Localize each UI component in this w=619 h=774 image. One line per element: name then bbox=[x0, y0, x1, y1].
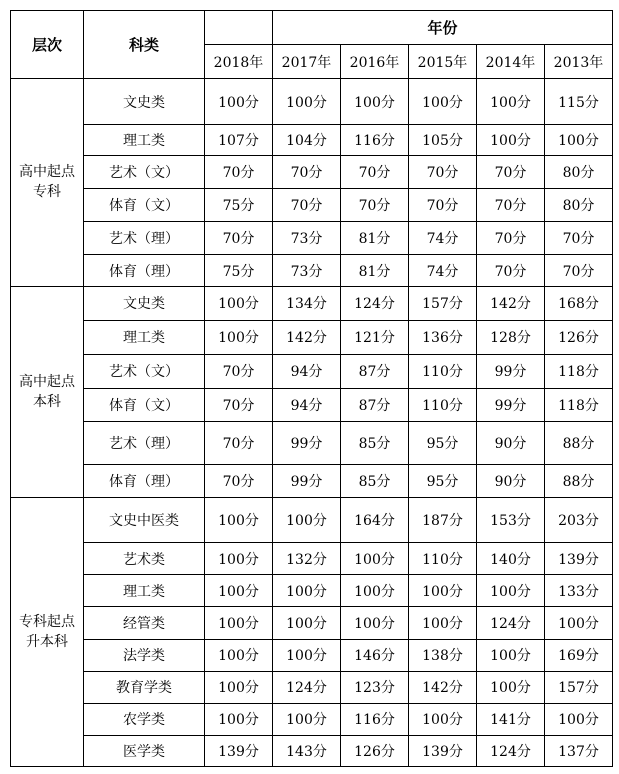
category-cell: 农学类 bbox=[84, 703, 205, 735]
score-cell: 124分 bbox=[477, 607, 545, 639]
score-cell: 142分 bbox=[409, 671, 477, 703]
score-cell: 99分 bbox=[477, 388, 545, 421]
score-cell: 100分 bbox=[477, 671, 545, 703]
category-cell: 艺术（文） bbox=[84, 156, 205, 189]
score-cell: 81分 bbox=[341, 222, 409, 255]
category-cell: 经管类 bbox=[84, 607, 205, 639]
score-cell: 107分 bbox=[205, 125, 273, 156]
year-header: 2016年 bbox=[341, 45, 409, 79]
score-cell: 142分 bbox=[477, 286, 545, 320]
table-row bbox=[11, 671, 613, 703]
table-body bbox=[11, 79, 613, 767]
category-cell: 体育（理） bbox=[84, 255, 205, 286]
score-cell: 70分 bbox=[409, 156, 477, 189]
score-cell: 70分 bbox=[477, 255, 545, 286]
score-cell: 70分 bbox=[205, 465, 273, 498]
score-cell: 100分 bbox=[205, 498, 273, 543]
score-cell: 81分 bbox=[341, 255, 409, 286]
score-cell: 157分 bbox=[545, 671, 613, 703]
score-cell: 169分 bbox=[545, 639, 613, 671]
score-cell: 121分 bbox=[341, 320, 409, 354]
table-row bbox=[11, 388, 613, 421]
year-group-header: 年份 bbox=[273, 11, 613, 45]
score-cell: 100分 bbox=[341, 79, 409, 125]
score-cell: 203分 bbox=[545, 498, 613, 543]
category-header: 科类 bbox=[84, 11, 205, 79]
table-row bbox=[11, 421, 613, 464]
score-cell: 70分 bbox=[205, 222, 273, 255]
table-row bbox=[11, 156, 613, 189]
score-cell: 124分 bbox=[273, 671, 341, 703]
score-cell: 99分 bbox=[273, 421, 341, 464]
score-cell: 70分 bbox=[409, 189, 477, 222]
score-cell: 143分 bbox=[273, 735, 341, 766]
score-cell: 100分 bbox=[341, 607, 409, 639]
category-cell: 体育（文） bbox=[84, 388, 205, 421]
level-cell bbox=[11, 498, 84, 767]
level-cell bbox=[11, 79, 84, 287]
score-cell: 133分 bbox=[545, 575, 613, 607]
score-cell: 187分 bbox=[409, 498, 477, 543]
category-cell: 艺术（理） bbox=[84, 222, 205, 255]
score-cell: 105分 bbox=[409, 125, 477, 156]
score-cell: 100分 bbox=[341, 543, 409, 575]
score-cell: 100分 bbox=[205, 671, 273, 703]
table-row bbox=[11, 735, 613, 766]
category-cell: 文史类 bbox=[84, 286, 205, 320]
score-cell: 134分 bbox=[273, 286, 341, 320]
score-cell: 124分 bbox=[477, 735, 545, 766]
category-cell: 医学类 bbox=[84, 735, 205, 766]
score-cell: 100分 bbox=[409, 703, 477, 735]
category-cell: 艺术（文） bbox=[84, 354, 205, 388]
score-cell: 95分 bbox=[409, 421, 477, 464]
score-cell: 142分 bbox=[273, 320, 341, 354]
level-label-line: 专科起点 bbox=[19, 614, 75, 631]
score-cell: 132分 bbox=[273, 543, 341, 575]
score-cell: 100分 bbox=[273, 639, 341, 671]
score-cell: 99分 bbox=[477, 354, 545, 388]
score-cell: 146分 bbox=[341, 639, 409, 671]
table-row bbox=[11, 222, 613, 255]
score-cell: 88分 bbox=[545, 421, 613, 464]
score-cell: 100分 bbox=[205, 607, 273, 639]
score-cell: 140分 bbox=[477, 543, 545, 575]
score-cell: 100分 bbox=[205, 543, 273, 575]
score-cell: 90分 bbox=[477, 421, 545, 464]
category-cell: 理工类 bbox=[84, 575, 205, 607]
table-row bbox=[11, 465, 613, 498]
score-cell: 88分 bbox=[545, 465, 613, 498]
score-cell: 70分 bbox=[205, 156, 273, 189]
score-cell: 104分 bbox=[273, 125, 341, 156]
score-cell: 164分 bbox=[341, 498, 409, 543]
level-label-line: 升本科 bbox=[26, 634, 68, 651]
score-cell: 116分 bbox=[341, 125, 409, 156]
table-row bbox=[11, 607, 613, 639]
score-cell: 153分 bbox=[477, 498, 545, 543]
score-cell: 100分 bbox=[205, 703, 273, 735]
score-cell: 115分 bbox=[545, 79, 613, 125]
score-cell: 80分 bbox=[545, 189, 613, 222]
score-cell: 100分 bbox=[477, 79, 545, 125]
score-cell: 139分 bbox=[545, 543, 613, 575]
level-label-line: 高中起点 bbox=[19, 164, 75, 181]
category-cell: 理工类 bbox=[84, 320, 205, 354]
score-cell: 87分 bbox=[341, 388, 409, 421]
header-blank-cell bbox=[205, 11, 273, 45]
table-row bbox=[11, 639, 613, 671]
level-cell bbox=[11, 286, 84, 498]
table-row bbox=[11, 286, 613, 320]
category-cell: 艺术类 bbox=[84, 543, 205, 575]
score-cell: 141分 bbox=[477, 703, 545, 735]
year-header: 2014年 bbox=[477, 45, 545, 79]
score-cell: 70分 bbox=[273, 156, 341, 189]
score-cell: 100分 bbox=[545, 125, 613, 156]
category-cell: 体育（理） bbox=[84, 465, 205, 498]
table-row bbox=[11, 125, 613, 156]
score-cell: 73分 bbox=[273, 222, 341, 255]
score-cell: 139分 bbox=[409, 735, 477, 766]
table-row bbox=[11, 320, 613, 354]
score-cell: 70分 bbox=[477, 189, 545, 222]
score-cell: 110分 bbox=[409, 388, 477, 421]
score-cell: 118分 bbox=[545, 354, 613, 388]
year-header: 2017年 bbox=[273, 45, 341, 79]
score-cell: 126分 bbox=[341, 735, 409, 766]
level-label-line: 本科 bbox=[33, 393, 61, 410]
score-cell: 116分 bbox=[341, 703, 409, 735]
score-cell: 139分 bbox=[205, 735, 273, 766]
score-cell: 73分 bbox=[273, 255, 341, 286]
level-label-line: 高中起点 bbox=[19, 373, 75, 390]
score-cell: 90分 bbox=[477, 465, 545, 498]
score-cell: 70分 bbox=[477, 156, 545, 189]
level-header: 层次 bbox=[11, 11, 84, 79]
table-header bbox=[11, 11, 613, 79]
table-row bbox=[11, 79, 613, 125]
year-header: 2018年 bbox=[205, 45, 273, 79]
score-cell: 70分 bbox=[477, 222, 545, 255]
score-cell: 100分 bbox=[205, 286, 273, 320]
score-cell: 110分 bbox=[409, 354, 477, 388]
score-cell: 70分 bbox=[545, 222, 613, 255]
score-cell: 157分 bbox=[409, 286, 477, 320]
score-cell: 74分 bbox=[409, 222, 477, 255]
score-cell: 100分 bbox=[477, 575, 545, 607]
score-cell: 100分 bbox=[477, 639, 545, 671]
score-cell: 70分 bbox=[341, 156, 409, 189]
year-header: 2013年 bbox=[545, 45, 613, 79]
score-cell: 100分 bbox=[273, 79, 341, 125]
score-cell: 118分 bbox=[545, 388, 613, 421]
category-cell: 体育（文） bbox=[84, 189, 205, 222]
score-cell: 70分 bbox=[205, 354, 273, 388]
score-cell: 100分 bbox=[273, 607, 341, 639]
score-cell: 136分 bbox=[409, 320, 477, 354]
score-cell: 123分 bbox=[341, 671, 409, 703]
category-cell: 理工类 bbox=[84, 125, 205, 156]
score-cell: 75分 bbox=[205, 189, 273, 222]
score-cell: 95分 bbox=[409, 465, 477, 498]
score-cell: 100分 bbox=[477, 125, 545, 156]
score-cell: 100分 bbox=[205, 79, 273, 125]
score-cell: 75分 bbox=[205, 255, 273, 286]
score-cell: 100分 bbox=[341, 575, 409, 607]
year-header: 2015年 bbox=[409, 45, 477, 79]
score-cell: 74分 bbox=[409, 255, 477, 286]
score-cell: 94分 bbox=[273, 388, 341, 421]
admission-score-table bbox=[10, 10, 613, 767]
score-cell: 100分 bbox=[545, 703, 613, 735]
score-cell: 100分 bbox=[205, 639, 273, 671]
table-row bbox=[11, 354, 613, 388]
score-cell: 70分 bbox=[273, 189, 341, 222]
category-cell: 艺术（理） bbox=[84, 421, 205, 464]
score-cell: 70分 bbox=[205, 421, 273, 464]
score-cell: 124分 bbox=[341, 286, 409, 320]
score-cell: 100分 bbox=[205, 320, 273, 354]
score-cell: 100分 bbox=[409, 79, 477, 125]
table-row bbox=[11, 189, 613, 222]
table-row bbox=[11, 543, 613, 575]
score-cell: 128分 bbox=[477, 320, 545, 354]
score-cell: 100分 bbox=[409, 575, 477, 607]
score-cell: 85分 bbox=[341, 465, 409, 498]
score-cell: 100分 bbox=[273, 703, 341, 735]
score-cell: 80分 bbox=[545, 156, 613, 189]
score-cell: 99分 bbox=[273, 465, 341, 498]
table-row bbox=[11, 575, 613, 607]
score-cell: 100分 bbox=[273, 498, 341, 543]
score-cell: 70分 bbox=[545, 255, 613, 286]
category-cell: 文史类 bbox=[84, 79, 205, 125]
score-cell: 138分 bbox=[409, 639, 477, 671]
score-cell: 126分 bbox=[545, 320, 613, 354]
score-cell: 70分 bbox=[205, 388, 273, 421]
table-row bbox=[11, 498, 613, 543]
table-row bbox=[11, 703, 613, 735]
score-cell: 110分 bbox=[409, 543, 477, 575]
score-cell: 100分 bbox=[205, 575, 273, 607]
score-cell: 100分 bbox=[273, 575, 341, 607]
score-cell: 100分 bbox=[545, 607, 613, 639]
category-cell: 教育学类 bbox=[84, 671, 205, 703]
score-cell: 100分 bbox=[409, 607, 477, 639]
score-cell: 94分 bbox=[273, 354, 341, 388]
score-cell: 85分 bbox=[341, 421, 409, 464]
category-cell: 文史中医类 bbox=[84, 498, 205, 543]
score-cell: 87分 bbox=[341, 354, 409, 388]
score-cell: 168分 bbox=[545, 286, 613, 320]
header-row-top bbox=[11, 11, 613, 45]
level-label-line: 专科 bbox=[33, 184, 61, 201]
score-cell: 137分 bbox=[545, 735, 613, 766]
table-row bbox=[11, 255, 613, 286]
category-cell: 法学类 bbox=[84, 639, 205, 671]
score-cell: 70分 bbox=[341, 189, 409, 222]
